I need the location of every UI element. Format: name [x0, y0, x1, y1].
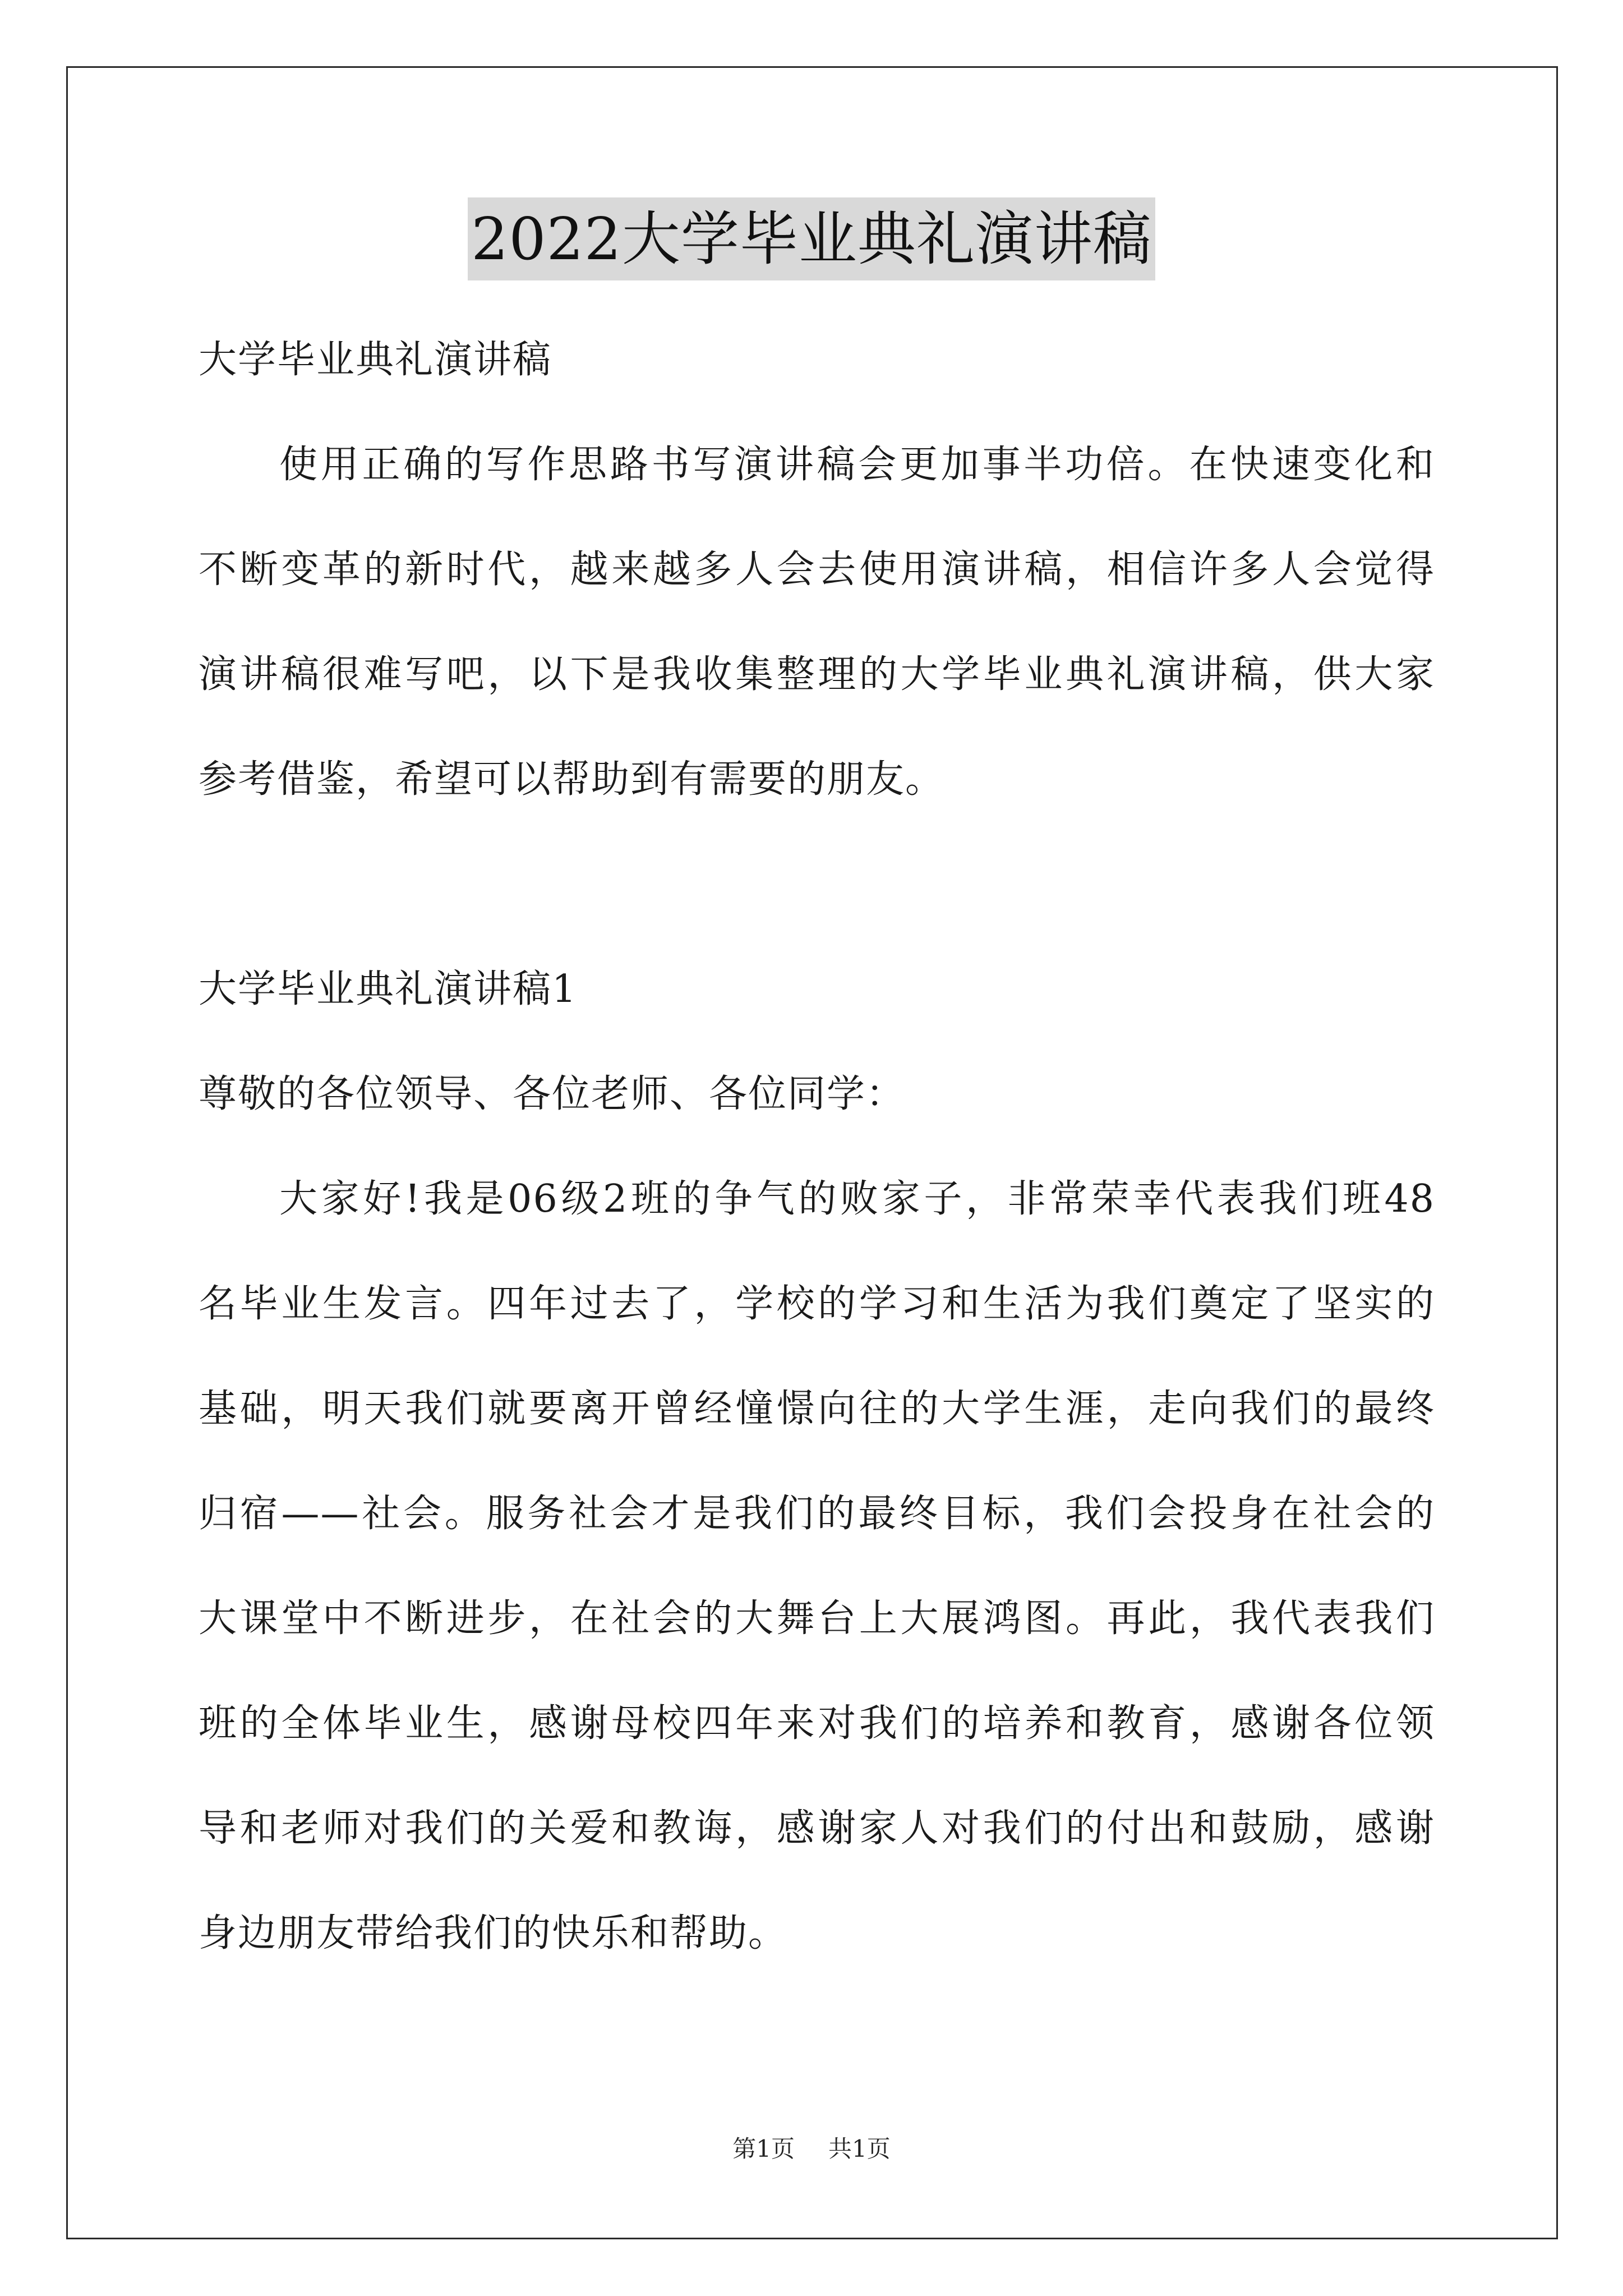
- body-line: 基础，明天我们就要离开曾经憧憬向往的大学生涯，走向我们的最终: [199, 1387, 1435, 1431]
- page-total: 共1页: [828, 2135, 891, 2162]
- intro-line: 演讲稿很难写吧，以下是我收集整理的大学毕业典礼演讲稿，供大家: [199, 652, 1435, 697]
- page-footer: [0, 2131, 1623, 2164]
- intro-line: 使用正确的写作思路书写演讲稿会更加事半功倍。在快速变化和: [279, 443, 1435, 487]
- body-line: 大家好!我是06级2班的争气的败家子，非常荣幸代表我们班48: [279, 1177, 1435, 1221]
- page-number: 第1页: [732, 2135, 795, 2162]
- body-line: 大课堂中不断进步，在社会的大舞台上大展鸿图。再此，我代表我们: [199, 1596, 1435, 1641]
- document-title: 2022大学毕业典礼演讲稿: [468, 197, 1155, 280]
- body-line: 导和老师对我们的关爱和教诲，感谢家人对我们的付出和鼓励，感谢: [199, 1806, 1435, 1851]
- section-heading: 大学毕业典礼演讲稿: [199, 338, 552, 382]
- intro-line: 参考借鉴，希望可以帮助到有需要的朋友。: [199, 757, 945, 802]
- section-heading: 大学毕业典礼演讲稿1: [199, 967, 578, 1011]
- document-body: [199, 307, 1435, 1986]
- body-line: 归宿——社会。服务社会才是我们的最终目标，我们会投身在社会的: [199, 1492, 1435, 1536]
- body-line: 身边朋友带给我们的快乐和帮助。: [199, 1911, 788, 1955]
- body-line: 班的全体毕业生，感谢母校四年来对我们的培养和教育，感谢各位领: [199, 1701, 1435, 1746]
- paragraph-gap: [199, 832, 1435, 937]
- salutation: 尊敬的各位领导、各位老师、各位同学：: [199, 1072, 906, 1116]
- intro-line: 不断变革的新时代，越来越多人会去使用演讲稿，相信许多人会觉得: [199, 547, 1435, 592]
- body-line: 名毕业生发言。四年过去了，学校的学习和生活为我们奠定了坚实的: [199, 1282, 1435, 1326]
